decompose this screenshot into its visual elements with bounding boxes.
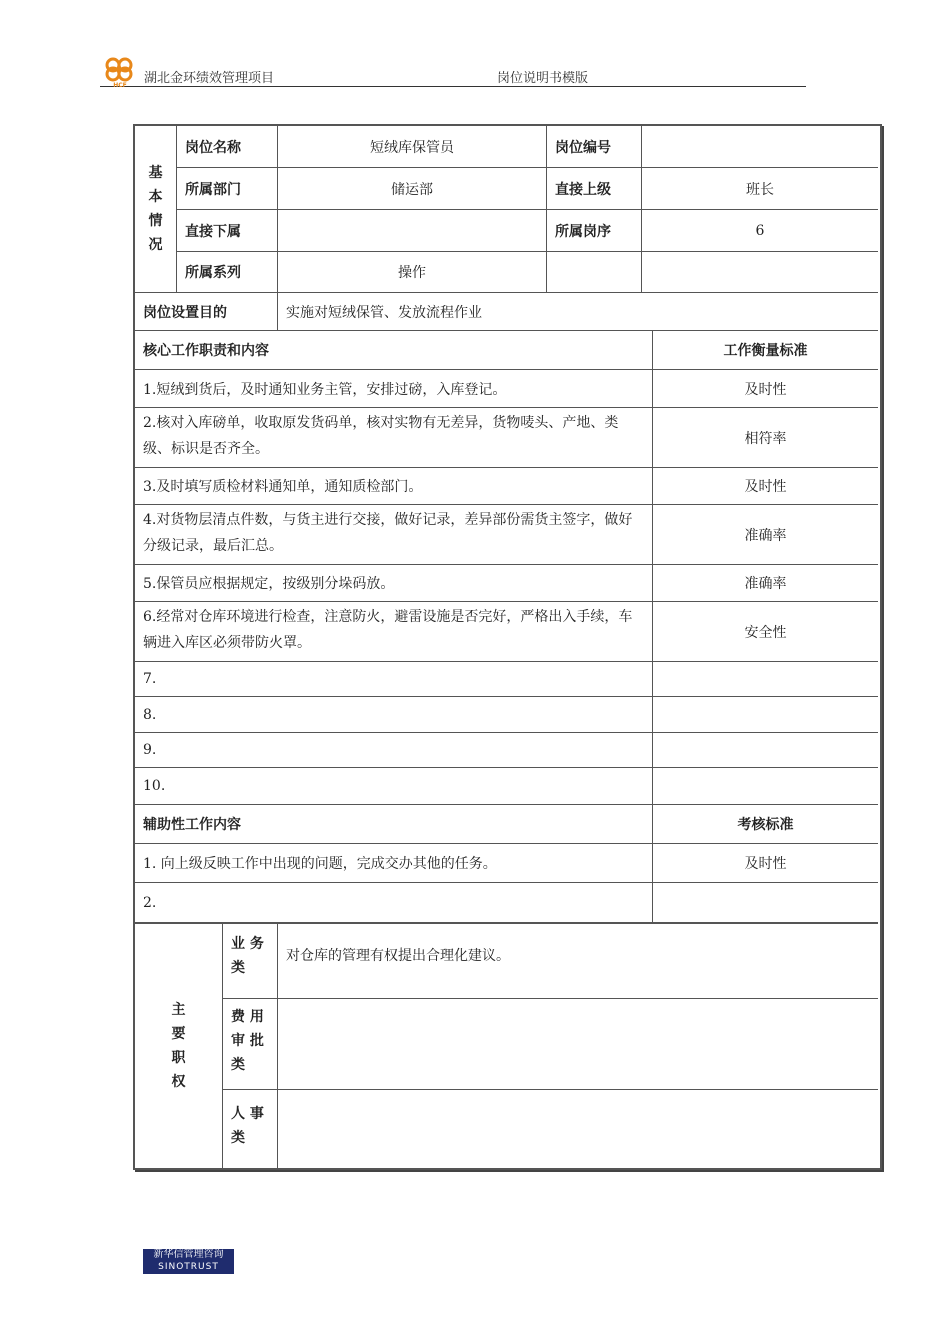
- aux-standard-1: 及时性: [744, 856, 787, 872]
- aux-standard-2: [653, 883, 878, 922]
- superior-value: 班长: [746, 181, 774, 198]
- sinotrust-logo: 新华信管理咨询 SINOTRUST: [143, 1249, 234, 1274]
- core-standard-1: 及时性: [744, 381, 787, 398]
- position-no-value: [642, 126, 878, 167]
- subordinate-value: [278, 210, 546, 251]
- series-value: 操作: [398, 265, 426, 281]
- project-title: 湖北金环绩效管理项目: [144, 71, 275, 86]
- position-name-label: 岗位名称: [185, 139, 241, 156]
- aux-duties-header: 辅助性工作内容: [143, 817, 241, 833]
- authority-business-label: 业 务 类: [231, 936, 264, 976]
- aux-duty-1: 1. 向上级反映工作中出现的问题，完成交办其他的任务。: [143, 856, 497, 872]
- core-standard-2: 相符率: [744, 430, 787, 447]
- core-duty-7: 7.: [143, 671, 157, 687]
- sequence-value: 6: [755, 222, 765, 239]
- core-standard-3: 及时性: [744, 479, 787, 495]
- position-no-label: 岗位编号: [555, 139, 611, 156]
- core-standard-6: 安全性: [744, 624, 787, 641]
- core-standard-9: [653, 733, 878, 767]
- authority-expense-value: [278, 999, 878, 1089]
- sequence-label: 所属岗序: [555, 223, 611, 240]
- core-standard-4: 准确率: [744, 527, 787, 544]
- purpose-label: 岗位设置目的: [143, 304, 227, 321]
- aux-standard-header: 考核标准: [737, 817, 794, 833]
- authority-expense-label: 费 用 审 批 类: [231, 1009, 264, 1073]
- aux-duty-2: 2.: [143, 894, 157, 911]
- core-duty-4: 4.对货物层清点件数，与货主进行交接，做好记录，差异部份需货主签字，做好分级记录，最后汇总。: [143, 512, 633, 554]
- core-duty-6: 6.经常对仓库环境进行检查，注意防火，避雷设施是否完好，严格出入手续，车辆进入库区必须带防火罩。: [143, 609, 633, 651]
- core-duty-5: 5.保管员应根据规定，按级别分垛码放。: [143, 576, 395, 592]
- hcf-logo-icon: [100, 54, 140, 88]
- document-type: 岗位说明书模版: [497, 71, 589, 86]
- purpose-value: 实施对短绒保管、发放流程作业: [286, 304, 482, 321]
- page-header: [100, 54, 806, 87]
- core-duty-2: 2.核对入库磅单，收取原发货码单，核对实物有无差异，货物唛头、产地、类级、标识是否齐全。: [143, 415, 619, 457]
- position-name-value: 短绒库保管员: [370, 139, 454, 156]
- svg-text:HCF: HCF: [113, 82, 127, 88]
- core-standard-10: [653, 768, 878, 804]
- core-duty-1: 1.短绒到货后，及时通知业务主管，安排过磅，入库登记。: [143, 381, 507, 398]
- basic-info-section-label: 基 本 情 况: [148, 165, 163, 253]
- core-standard-8: [653, 697, 878, 732]
- superior-label: 直接上级: [555, 181, 611, 198]
- core-standard-5: 准确率: [744, 576, 787, 592]
- core-duty-8: 8.: [143, 706, 157, 723]
- core-duty-9: 9.: [143, 742, 157, 758]
- authority-personnel-label: 人 事 类: [231, 1106, 264, 1146]
- authority-personnel-value: [278, 1090, 878, 1168]
- core-duties-header: 核心工作职责和内容: [143, 343, 269, 359]
- job-description-form: [133, 124, 882, 1170]
- authority-section-label: 主 要 职 权: [171, 1002, 186, 1090]
- department-label: 所属部门: [185, 181, 241, 198]
- authority-business-value: 对仓库的管理有权提出合理化建议。: [286, 948, 510, 964]
- core-duty-10: 10.: [143, 778, 166, 794]
- core-standard-7: [653, 662, 878, 696]
- department-value: 储运部: [391, 181, 433, 198]
- core-standard-header: 工作衡量标准: [723, 343, 808, 359]
- core-duty-3: 3.及时填写质检材料通知单，通知质检部门。: [143, 479, 423, 495]
- series-label: 所属系列: [185, 265, 241, 281]
- subordinate-label: 直接下属: [185, 223, 241, 240]
